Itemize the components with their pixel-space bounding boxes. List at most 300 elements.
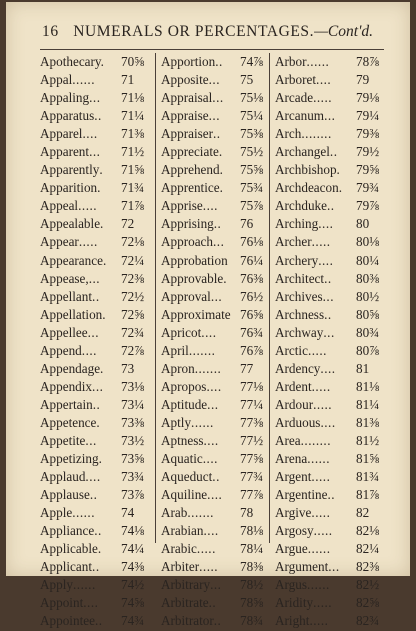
entry-word: Appearance.	[40, 252, 107, 268]
index-entry	[40, 594, 146, 612]
entry-number: 79⅞	[356, 198, 380, 214]
entry-word: Arcanum	[275, 108, 325, 124]
entry-word: Append	[40, 342, 82, 358]
entry-word: Aright	[275, 613, 310, 629]
index-entry	[156, 233, 267, 251]
entry-leader: ....	[203, 523, 219, 539]
entry-leader: ......	[306, 54, 330, 69]
entry-number: 76⅜	[240, 270, 264, 286]
entry-word: Appellation.	[40, 306, 106, 322]
entry-word: Apportion	[161, 54, 216, 69]
entry-number: 79⅜	[356, 126, 380, 142]
entry-word: Apprentice.	[161, 180, 223, 196]
entry-word: Aquiline	[161, 487, 208, 503]
entry-leader: ..	[324, 270, 332, 286]
entry-leader: ...	[207, 396, 219, 412]
entry-word: Arctic	[275, 342, 308, 358]
index-entry	[40, 233, 146, 251]
entry-number: 73¼	[121, 396, 145, 412]
entry-word: Arching	[275, 216, 319, 232]
entry-word: Archdeacon.	[275, 180, 342, 196]
index-entry	[270, 197, 382, 215]
entry-leader: ....	[206, 378, 222, 394]
entry-number: 80	[356, 216, 370, 232]
entry-leader: .......	[187, 505, 214, 521]
entry-leader: .	[219, 162, 224, 178]
entry-leader: ......	[72, 505, 96, 521]
entry-number: 77⅞	[240, 487, 264, 503]
index-entry	[156, 612, 267, 630]
entry-number: 82	[356, 505, 370, 521]
entry-leader: .....	[313, 595, 333, 611]
index-entry	[156, 53, 267, 71]
entry-leader: ..	[213, 216, 222, 232]
entry-word: Appellee	[40, 324, 88, 340]
entry-number: 78⅜	[240, 559, 264, 575]
entry-leader: .	[97, 180, 101, 196]
entry-leader: ....	[320, 414, 336, 430]
entry-number: 80½	[356, 288, 380, 304]
entry-number: 75⅜	[240, 126, 264, 142]
entry-number: 74½	[121, 577, 145, 593]
index-entry	[270, 53, 382, 71]
entry-leader: ..	[213, 126, 221, 142]
entry-word: Approval	[161, 288, 211, 304]
index-entry	[156, 522, 267, 540]
index-entry	[270, 558, 382, 576]
column-2	[155, 53, 267, 629]
entry-leader: ...	[87, 324, 99, 340]
entry-number: 77⅝	[240, 451, 264, 467]
entry-word: Approximate	[161, 306, 231, 322]
entry-word: April	[161, 342, 189, 358]
entry-word: Arena	[275, 451, 308, 467]
index-entry	[156, 179, 267, 197]
index-entry	[156, 594, 267, 612]
index-entry	[40, 161, 146, 179]
entry-word: Appreciate	[161, 144, 219, 160]
entry-number: 74	[121, 505, 135, 521]
entry-number: 80¾	[356, 324, 380, 340]
page-title: NUMERALS OR PERCENTAGES.	[73, 23, 315, 40]
entry-number: 71¾	[121, 180, 145, 196]
entry-word: Archer	[275, 234, 312, 250]
entry-number: 73⅛	[121, 378, 145, 394]
index-entry	[270, 288, 382, 306]
entry-number: 76¾	[240, 324, 264, 340]
entry-word: Appaling	[40, 90, 90, 106]
index-entry	[40, 378, 146, 396]
entry-number: 82⅜	[356, 559, 380, 575]
entry-number: 72¾	[121, 324, 145, 340]
entry-number: 71	[121, 72, 135, 88]
entry-leader: ..	[212, 469, 220, 485]
entry-number: 81⅞	[356, 487, 380, 503]
entry-number: 75⅝	[240, 162, 264, 178]
entry-word: Apposite	[161, 72, 209, 88]
entry-leader: ..	[92, 396, 101, 412]
entry-word: Argument	[275, 559, 329, 575]
entry-word: Ardent	[275, 378, 312, 394]
entry-leader: ......	[72, 72, 96, 88]
entry-number: 81⅝	[356, 451, 380, 467]
index-entry	[40, 143, 146, 161]
entry-word: Apprise	[161, 198, 203, 214]
entry-number: 75¼	[240, 108, 264, 124]
entry-number: 72⅞	[121, 342, 145, 358]
entry-number: 75¾	[240, 180, 264, 196]
entry-leader: ...	[328, 559, 340, 575]
index-entry	[270, 89, 382, 107]
entry-leader: ...	[210, 577, 222, 593]
entry-word: Argent	[275, 469, 312, 485]
index-entry	[40, 468, 146, 486]
entry-word: Apparent	[40, 144, 90, 160]
entry-number: 73	[121, 360, 135, 376]
entry-leader: ...	[89, 144, 101, 160]
index-entry	[40, 89, 146, 107]
entry-leader: .....	[307, 342, 327, 358]
index-entry	[270, 342, 382, 360]
entry-word: Arabian	[161, 523, 204, 539]
index-entry	[156, 504, 267, 522]
index-entry	[270, 107, 382, 125]
index-entry	[156, 89, 267, 107]
entry-word: Archbishop.	[275, 162, 340, 178]
entry-word: Apple	[40, 505, 73, 521]
entry-word: Applicable.	[40, 541, 102, 557]
entry-number: 75⅛	[240, 90, 264, 106]
entry-leader: ...	[210, 288, 223, 304]
index-entry	[270, 486, 382, 504]
entry-word: Apparatus	[40, 108, 95, 124]
entry-number: 74⅛	[121, 523, 145, 539]
index-entry	[40, 53, 146, 71]
entry-number: 80⅝	[356, 306, 380, 322]
entry-word: Apricot	[161, 324, 202, 340]
entry-leader: ...	[208, 72, 221, 88]
entry-word: Argue	[275, 541, 308, 557]
book-page	[6, 2, 410, 629]
entry-number: 77½	[240, 432, 264, 448]
entry-leader: .....	[196, 541, 216, 557]
entry-leader: .....	[309, 613, 329, 629]
entry-word: Appointee	[40, 613, 95, 629]
entry-word: Appeal	[40, 198, 79, 214]
entry-word: Arch	[275, 126, 302, 142]
index-entry	[270, 468, 382, 486]
entry-word: Appraise	[161, 108, 209, 124]
entry-number: 81¼	[356, 396, 380, 412]
entry-word: Appraiser	[161, 126, 213, 142]
entry-word: Appear	[40, 234, 79, 250]
index-entry	[40, 522, 146, 540]
entry-number: 72½	[121, 288, 145, 304]
entry-number: 75	[240, 72, 254, 88]
entry-word: Appetence.	[40, 414, 100, 430]
entry-number: 78½	[240, 577, 264, 593]
entry-word: Apropos	[161, 378, 207, 394]
index-entry	[156, 378, 267, 396]
index-entry	[270, 306, 382, 324]
index-entry	[156, 71, 267, 89]
index-entry	[270, 594, 382, 612]
column-3	[269, 53, 382, 629]
entry-word: Apothecary.	[40, 54, 104, 69]
entry-leader: ...	[85, 432, 97, 448]
index-entry	[40, 576, 146, 594]
entry-leader: ....	[318, 216, 334, 232]
entry-leader: ......	[307, 451, 330, 467]
index-entry	[40, 540, 146, 558]
entry-word: Arab	[161, 505, 188, 521]
entry-number: 72⅛	[121, 234, 145, 250]
entry-number: 73⅝	[121, 451, 145, 467]
entry-number: 71⅜	[121, 126, 145, 142]
entry-number: 77¼	[240, 396, 264, 412]
entry-word: Aptly	[161, 414, 192, 430]
entry-leader: .....	[78, 198, 98, 214]
entry-leader: ....	[318, 252, 334, 268]
entry-word: Apron	[161, 360, 195, 376]
entry-number: 76¼	[240, 252, 264, 268]
index-entry	[40, 215, 146, 233]
column-1	[40, 53, 146, 629]
entry-number: 77	[240, 360, 254, 376]
index-entry	[40, 414, 146, 432]
entry-number: 75½	[240, 144, 264, 160]
entry-word: Apprising	[161, 216, 214, 232]
index-entry	[40, 558, 146, 576]
entry-leader: ...	[322, 288, 334, 304]
entry-leader: .......	[188, 342, 216, 358]
entry-number: 76½	[240, 288, 264, 304]
entry-word: Aptness	[161, 432, 204, 448]
entry-number: 71¼	[121, 108, 145, 124]
entry-leader: ....	[316, 72, 332, 88]
index-entry	[40, 450, 146, 468]
index-entry	[40, 270, 146, 288]
entry-leader: .......	[194, 360, 222, 376]
page-number: 16	[42, 23, 59, 40]
entry-number: 78⅛	[240, 523, 264, 539]
index-entry	[40, 288, 146, 306]
entry-word: Appoint	[40, 595, 84, 611]
entry-leader: .	[98, 451, 103, 467]
entry-leader: ...	[88, 270, 101, 286]
entry-leader: ..	[92, 559, 100, 575]
index-entry	[270, 432, 382, 450]
index-entry	[270, 360, 382, 378]
index-entry	[270, 396, 382, 414]
entry-number: 81½	[356, 432, 380, 448]
entry-number: 79¾	[356, 180, 380, 196]
entry-number: 80⅞	[356, 342, 380, 358]
index-entry	[270, 612, 382, 630]
entry-word: Applause	[40, 487, 90, 503]
entry-number: 74⅞	[240, 54, 264, 69]
entry-number: 73¾	[121, 469, 145, 485]
entry-word: Ardour	[275, 396, 314, 412]
entry-word: Aridity	[275, 595, 314, 611]
index-entry	[156, 288, 267, 306]
entry-word: Archery	[275, 252, 319, 268]
entry-leader: .....	[311, 234, 331, 250]
entry-word: Appetizing	[40, 451, 99, 467]
entry-number: 72⅜	[121, 270, 145, 286]
index-entry	[156, 540, 267, 558]
entry-leader: .....	[199, 559, 219, 575]
entry-number: 81⅛	[356, 378, 380, 394]
index-entry	[40, 71, 146, 89]
entry-number: 73⅞	[121, 487, 145, 503]
entry-leader: ....	[202, 451, 218, 467]
entry-leader: ..	[208, 595, 217, 611]
index-entry	[40, 107, 146, 125]
index-entry	[40, 125, 146, 143]
entry-leader: .....	[313, 523, 333, 539]
entry-leader: ..	[94, 613, 103, 629]
entry-word: Apparently	[40, 162, 100, 178]
entry-leader: ......	[72, 577, 96, 593]
index-entry	[156, 125, 267, 143]
entry-word: Appliance	[40, 523, 95, 539]
entry-word: Appertain	[40, 396, 93, 412]
index-entry	[156, 468, 267, 486]
entry-leader: .....	[313, 396, 333, 412]
entry-leader: ..	[89, 487, 98, 503]
entry-word: Arcade	[275, 90, 314, 106]
entry-leader: ..	[329, 144, 338, 160]
entry-word: Appendix	[40, 378, 93, 394]
entry-number: 80¼	[356, 252, 380, 268]
entry-word: Apparition	[40, 180, 98, 196]
entry-leader: ....	[202, 198, 218, 214]
entry-leader: .....	[311, 469, 331, 485]
entry-number: 77¾	[240, 469, 264, 485]
entry-number: 80⅜	[356, 270, 380, 286]
entry-leader: ........	[300, 432, 331, 448]
entry-leader: ...	[213, 234, 225, 250]
entry-leader: .....	[313, 90, 333, 106]
index-entry	[270, 143, 382, 161]
entry-word: Apparel	[40, 126, 83, 142]
index-entry	[270, 522, 382, 540]
index-entry	[40, 360, 146, 378]
entry-leader: ....	[320, 360, 336, 376]
index-entry	[270, 233, 382, 251]
entry-number: 77⅛	[240, 378, 264, 394]
index-entry	[40, 396, 146, 414]
entry-word: Approach	[161, 234, 213, 250]
entry-number: 80⅛	[356, 234, 380, 250]
entry-word: Arbiter	[161, 559, 200, 575]
entry-word: Argentine	[275, 487, 328, 503]
index-entry	[270, 71, 382, 89]
entry-number: 79	[356, 72, 370, 88]
index-entry	[156, 450, 267, 468]
entry-word: Archness	[275, 306, 325, 322]
entry-leader: ...	[212, 90, 224, 106]
entry-leader: .....	[78, 234, 98, 250]
entry-number: 78¼	[240, 541, 264, 557]
entry-word: Applaud	[40, 469, 86, 485]
entry-word: Approbation	[161, 252, 228, 268]
entry-word: Apprehend	[161, 162, 220, 178]
entry-number: 74¾	[121, 613, 145, 629]
index-entry	[156, 576, 267, 594]
entry-leader: ........	[301, 126, 332, 142]
entry-word: Arbitrary	[161, 577, 211, 593]
index-entry	[156, 396, 267, 414]
index-entry	[40, 612, 146, 630]
index-entry	[270, 179, 382, 197]
index-entry	[156, 324, 267, 342]
index-entry	[40, 432, 146, 450]
entry-word: Arbitrator	[161, 613, 214, 629]
page-header	[42, 23, 382, 41]
entry-word: Appease,	[40, 270, 89, 286]
entry-leader: ......	[191, 414, 214, 430]
entry-leader: ..	[327, 487, 336, 503]
index-entry	[156, 360, 267, 378]
entry-word: Applicant	[40, 559, 93, 575]
entry-number: 72⅝	[121, 306, 145, 322]
entry-number: 78⅞	[356, 54, 380, 69]
entry-word: Ardency	[275, 360, 321, 376]
entry-number: 79⅛	[356, 90, 380, 106]
entry-number: 82½	[356, 577, 380, 593]
index-entry	[40, 252, 146, 270]
entry-number: 81⅜	[356, 414, 380, 430]
entry-word: Appellant	[40, 288, 93, 304]
entry-leader: ..	[94, 523, 102, 539]
entry-word: Appealable.	[40, 216, 104, 232]
entry-leader: .....	[311, 505, 331, 521]
index-entry	[270, 215, 382, 233]
entry-number: 81	[356, 360, 370, 376]
entry-leader: .	[99, 162, 104, 178]
index-entry	[270, 161, 382, 179]
index-entry	[156, 252, 267, 270]
index-entry	[40, 504, 146, 522]
entry-number: 82⅝	[356, 595, 380, 611]
index-entry	[270, 576, 382, 594]
entry-leader: ....	[203, 432, 219, 448]
entry-word: Area	[275, 432, 301, 448]
entry-number: 71⅛	[121, 90, 145, 106]
entry-word: Appendage.	[40, 360, 104, 376]
entry-word: Archangel	[275, 144, 330, 160]
entry-leader: ...	[89, 90, 101, 106]
index-entry	[156, 306, 267, 324]
entry-number: 82⅛	[356, 523, 380, 539]
entry-number: 76⅞	[240, 342, 264, 358]
entry-word: Approvable.	[161, 270, 227, 286]
entry-leader: .....	[311, 378, 331, 394]
entry-number: 78	[240, 505, 254, 521]
index-entry	[270, 540, 382, 558]
entry-number: 82¾	[356, 613, 380, 629]
entry-number: 74⅝	[121, 595, 145, 611]
index-entry	[270, 252, 382, 270]
entry-leader: ...	[324, 108, 336, 124]
index-entry	[156, 161, 267, 179]
entry-word: Archives	[275, 288, 323, 304]
entry-number: 71⅞	[121, 198, 145, 214]
entry-number: 77⅜	[240, 414, 264, 430]
entry-number: 71⅝	[121, 162, 145, 178]
